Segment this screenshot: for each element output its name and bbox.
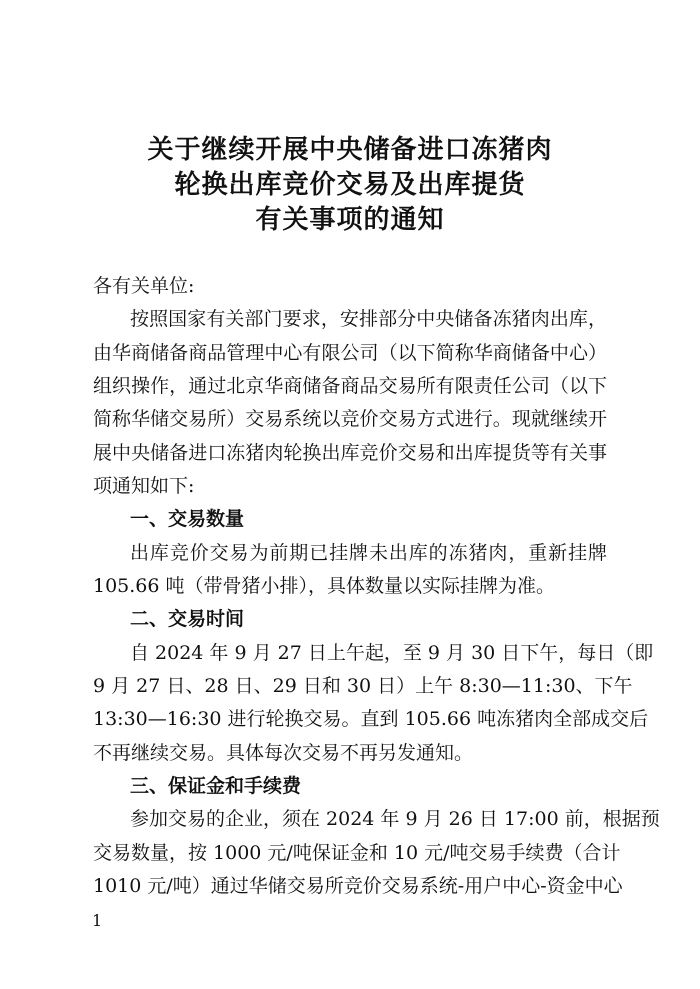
section3-line-1: 参加交易的企业，须在 2024 年 9 月 26 日 17:00 前，根据预 xyxy=(130,808,660,830)
title-line-2: 轮换出库竞价交易及出库提货 xyxy=(174,170,526,200)
section3-line-3: 1010 元/吨）通过华储交易所竞价交易系统-用户中心-资金中心 xyxy=(93,875,623,897)
section1-line-1: 出库竞价交易为前期已挂牌未出库的冻猪肉，重新挂牌 xyxy=(130,542,607,564)
section-heading-time: 二、交易时间 xyxy=(130,608,245,630)
section3-line-2: 交易数量，按 1000 元/吨保证金和 10 元/吨交易手续费（合计 xyxy=(93,842,621,864)
title-line-1: 关于继续开展中央储备进口冻猪肉 xyxy=(147,135,553,165)
intro-line-2: 由华商储备商品管理中心有限公司（以下简称华商储备中心） xyxy=(93,342,607,364)
section-heading-quantity: 一、交易数量 xyxy=(130,508,245,530)
section-heading-deposit: 三、保证金和手续费 xyxy=(130,775,302,797)
section2-line-2: 9 月 27 日、28 日、29 日和 30 日）上午 8:30—11:30、下午 xyxy=(93,675,633,697)
intro-line-3: 组织操作，通过北京华商储备商品交易所有限责任公司（以下 xyxy=(93,375,607,397)
page-number: 1 xyxy=(92,911,103,930)
salutation: 各有关单位: xyxy=(93,275,195,297)
section2-line-4: 不再继续交易。具体每次交易不再另发通知。 xyxy=(93,742,474,764)
section2-line-3: 13:30—16:30 进行轮换交易。直到 105.66 吨冻猪肉全部成交后 xyxy=(93,708,649,730)
intro-line-1: 按照国家有关部门要求，安排部分中央储备冻猪肉出库， xyxy=(130,308,607,330)
intro-line-6: 项通知如下: xyxy=(93,475,195,497)
intro-line-4: 简称华储交易所）交易系统以竞价交易方式进行。现就继续开 xyxy=(93,408,607,430)
title-line-3: 有关事项的通知 xyxy=(255,205,445,235)
intro-line-5: 展中央储备进口冻猪肉轮换出库竞价交易和出库提货等有关事 xyxy=(93,442,607,464)
section1-line-2: 105.66 吨（带骨猪小排），具体数量以实际挂牌为准。 xyxy=(93,575,556,597)
section2-line-1: 自 2024 年 9 月 27 日上午起，至 9 月 30 日下午，每日（即 xyxy=(130,642,654,664)
